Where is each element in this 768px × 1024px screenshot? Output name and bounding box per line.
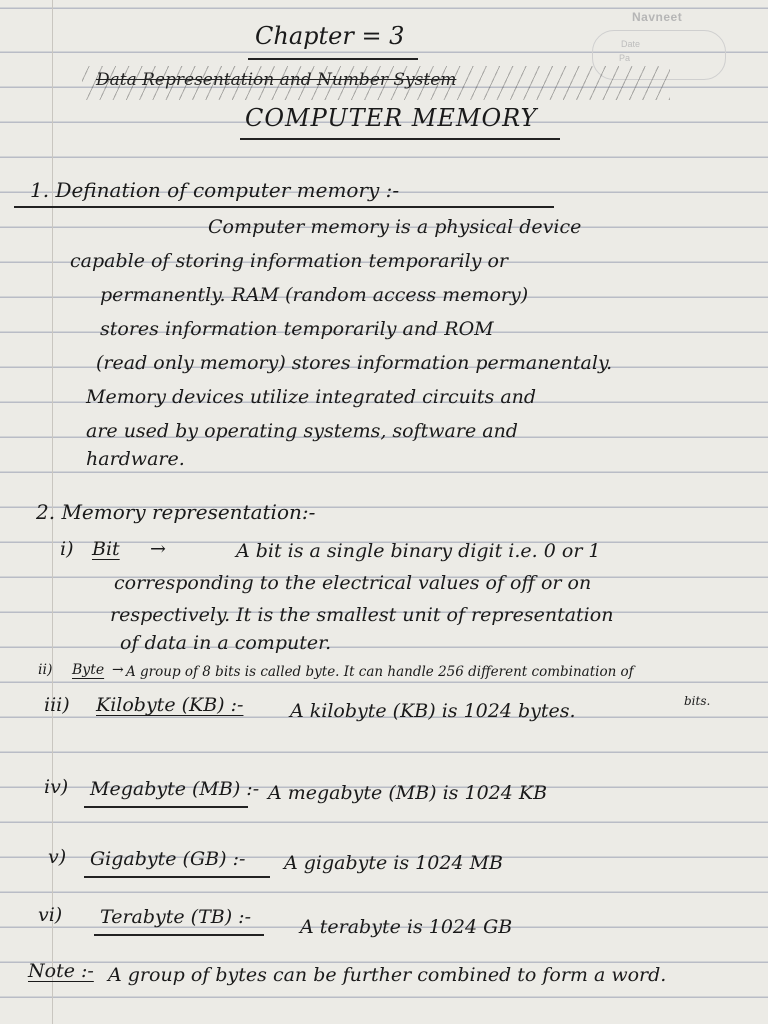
- mb-underline: [84, 806, 248, 808]
- section1-underline: [14, 206, 554, 208]
- brand-logo: Navneet: [632, 10, 683, 24]
- gb-marker: v): [48, 846, 67, 868]
- byte-text-cont: bits.: [684, 694, 711, 708]
- bit-term: Bit: [92, 538, 120, 560]
- section1-line: hardware.: [86, 448, 185, 470]
- bit-line: corresponding to the electrical values of off or on: [114, 572, 592, 594]
- tb-marker: vi): [38, 904, 63, 926]
- bit-line: respectively. It is the smallest unit of representation: [110, 604, 614, 626]
- byte-marker: ii): [38, 662, 53, 678]
- main-title-underline: [240, 138, 560, 140]
- gb-text: A gigabyte is 1024 MB: [284, 852, 503, 874]
- kb-text: A kilobyte (KB) is 1024 bytes.: [290, 700, 576, 722]
- section1-line: (read only memory) stores information permanentaly.: [96, 352, 613, 374]
- gb-underline: [84, 876, 270, 878]
- tb-term: Terabyte (TB) :-: [100, 906, 251, 928]
- main-title: COMPUTER MEMORY: [245, 104, 538, 132]
- chapter-underline: [248, 58, 418, 60]
- section1-line: are used by operating systems, software and: [86, 420, 518, 442]
- byte-term: Byte: [72, 662, 105, 678]
- byte-text: A group of 8 bits is called byte. It can handle 256 different combination of: [126, 664, 634, 680]
- struck-title: Data Representation and Number System: [96, 70, 457, 90]
- tb-underline: [94, 934, 264, 936]
- kb-term: Kilobyte (KB) :-: [96, 694, 244, 716]
- mb-text: A megabyte (MB) is 1024 KB: [268, 782, 548, 804]
- tb-text: A terabyte is 1024 GB: [300, 916, 513, 938]
- section1-line: Computer memory is a physical device: [208, 216, 582, 238]
- section1-line: permanently. RAM (random access memory): [100, 284, 529, 306]
- mb-term: Megabyte (MB) :-: [90, 778, 260, 800]
- page-label: Pa: [619, 53, 631, 63]
- section1-line: stores information temporarily and ROM: [100, 318, 494, 340]
- bit-marker: i): [60, 538, 74, 560]
- section1-line: Memory devices utilize integrated circuits and: [86, 386, 537, 408]
- mb-marker: iv): [44, 776, 69, 798]
- byte-arrow: →: [112, 662, 124, 678]
- note-text: A group of bytes can be further combined to form a word.: [108, 964, 667, 986]
- date-label: Date: [621, 39, 641, 49]
- section1-heading: 1. Defination of computer memory :-: [30, 178, 400, 202]
- bit-arrow: →: [150, 538, 166, 560]
- note-label: Note :-: [28, 960, 94, 982]
- gb-term: Gigabyte (GB) :-: [90, 848, 246, 870]
- section1-line: capable of storing information temporarily or: [70, 250, 508, 272]
- chapter-title: Chapter = 3: [255, 22, 405, 50]
- section2-heading: 2. Memory representation:-: [36, 500, 316, 524]
- bit-line: of data in a computer.: [120, 632, 332, 654]
- kb-marker: iii): [44, 694, 70, 716]
- bit-line: A bit is a single binary digit i.e. 0 or 1: [236, 540, 601, 562]
